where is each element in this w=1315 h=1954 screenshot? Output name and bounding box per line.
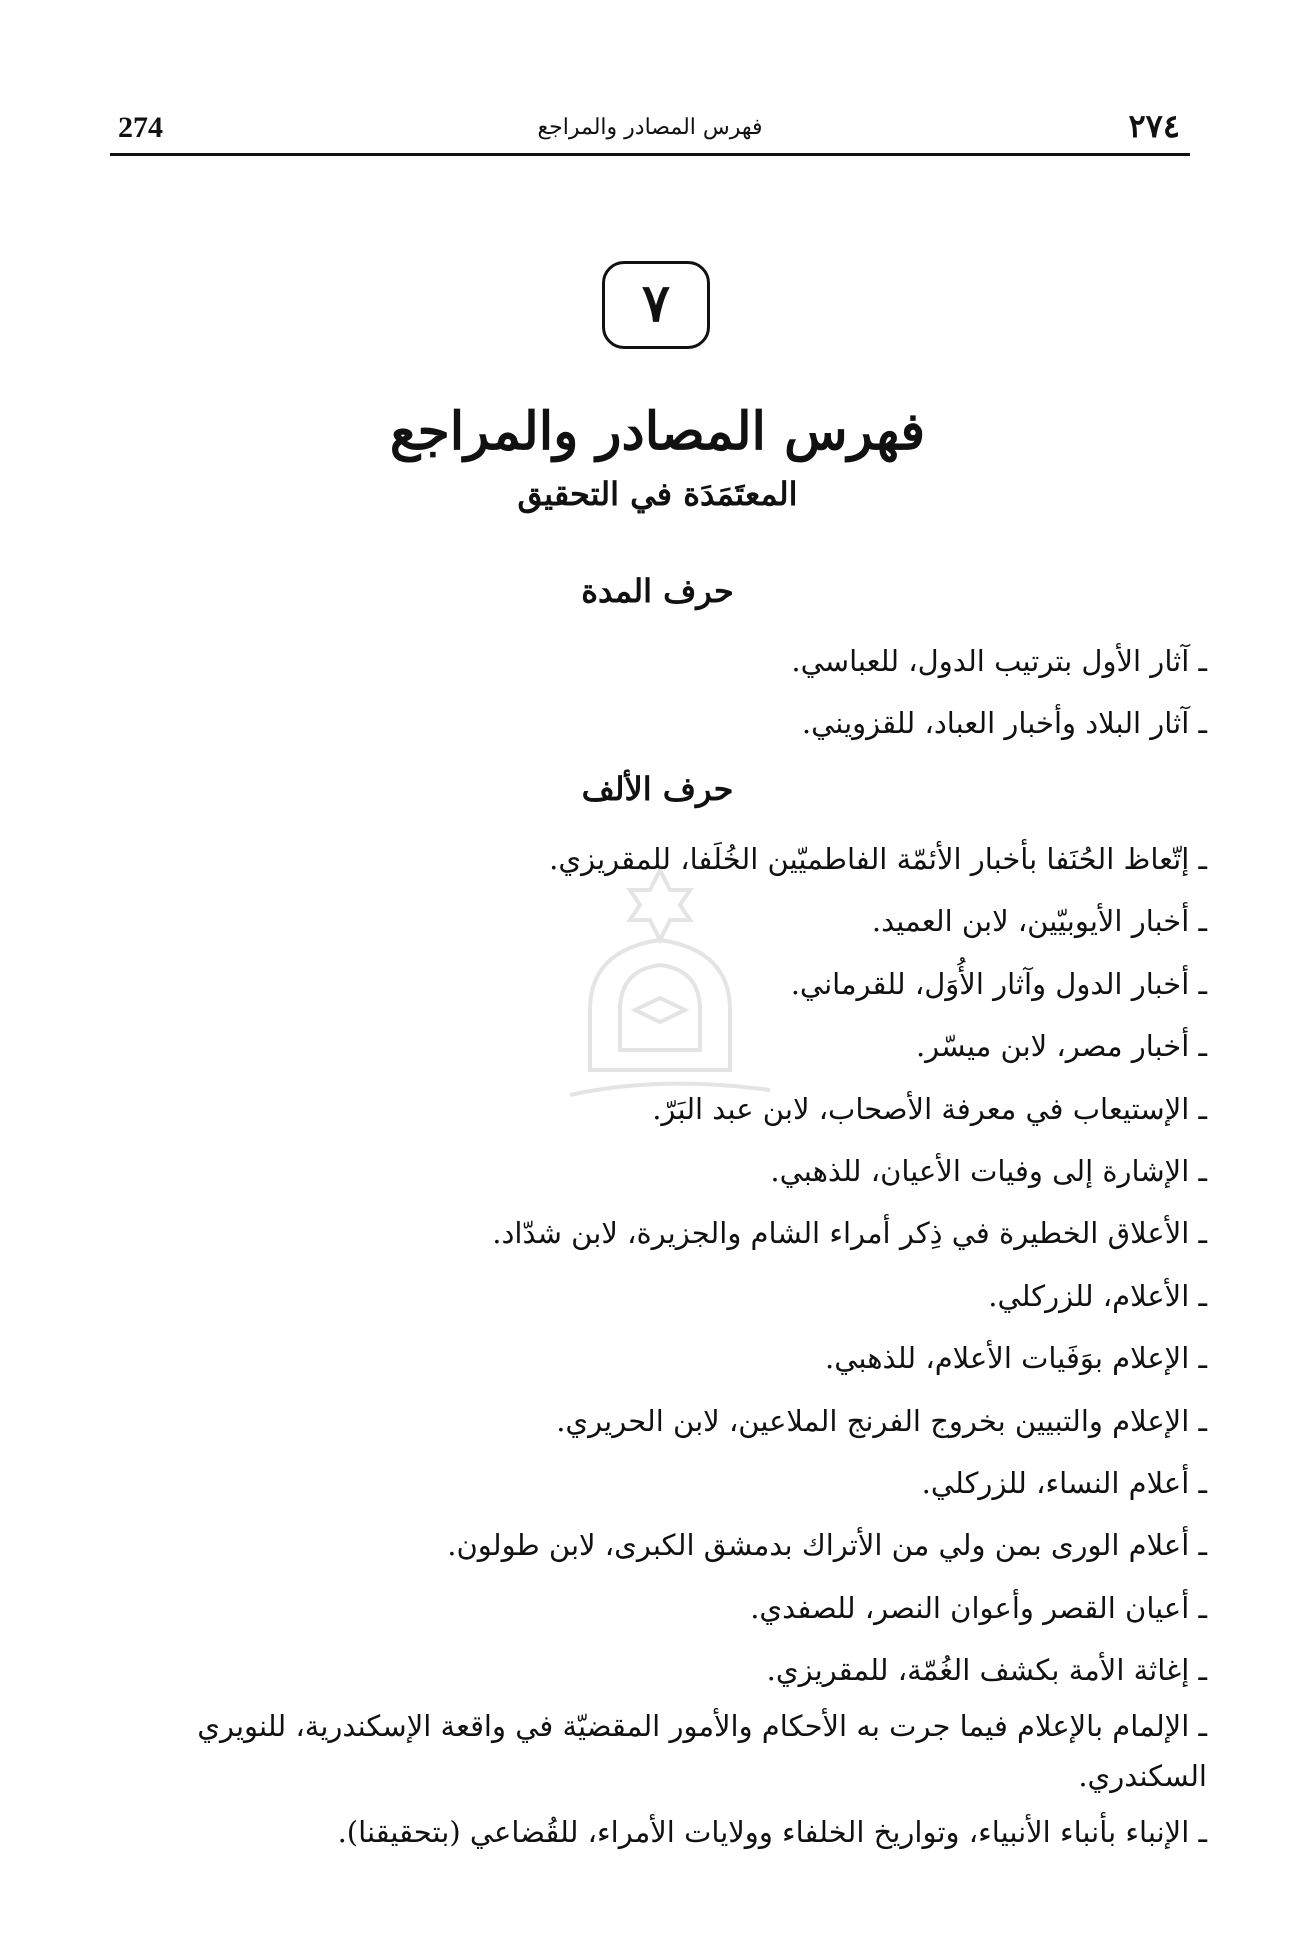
list-item: ـ أخبار الأيوبيّين، لابن العميد.: [871, 904, 1207, 939]
list-item: ـ أعلام النساء، للزركلي.: [921, 1465, 1207, 1500]
list-item: ـ آثار الأول بترتيب الدول، للعباسي.: [791, 644, 1207, 678]
page-number-arabic: ٢٧٤: [1128, 107, 1180, 145]
entry-list-madda: [127, 630, 1207, 755]
list-item: ـ الإستيعاب في معرفة الأصحاب، لابن عبد البَرّ.: [652, 1091, 1207, 1126]
page-header: [110, 105, 1190, 155]
list-item: ـ أخبار الدول وآثار الأُوَل، للقرماني.: [790, 966, 1207, 1001]
section-heading-alif: حرف الألف: [581, 770, 734, 808]
list-item: ـ الإشارة إلى وفيات الأعيان، للذهبي.: [770, 1153, 1207, 1188]
list-item: ـ الإنباء بأنباء الأنبياء، وتواريخ الخلفاء وولايات الأمراء، للقُضاعي (بتحقيقنا).: [337, 1815, 1207, 1850]
list-item: ـ أعيان القصر وأعوان النصر، للصفدي.: [750, 1590, 1207, 1625]
chapter-number-box: [602, 261, 710, 349]
header-divider: [110, 153, 1190, 156]
library-emblem-icon: [530, 860, 790, 1110]
list-item: ـ الأعلام، للزركلي.: [988, 1278, 1207, 1313]
list-item: ـ أخبار مصر، لابن ميسّر.: [915, 1029, 1207, 1064]
list-item: ـ الإعلام بوَفَيات الأعلام، للذهبي.: [825, 1341, 1207, 1376]
running-title: فهرس المصادر والمراجع: [537, 115, 763, 140]
list-item: ـ أعلام الورى بمن ولي من الأتراك بدمشق الكبرى، لابن طولون.: [447, 1528, 1207, 1563]
page-number-latin: 274: [118, 111, 163, 144]
chapter-number: ٧: [642, 273, 670, 334]
list-item: ـ آثار البلاد وأخبار العباد، للقزويني.: [801, 706, 1207, 741]
chapter-subtitle: المعتَمَدَة في التحقيق: [517, 475, 798, 513]
list-item: ـ إغاثة الأمة بكشف الغُمّة، للمقريزي.: [766, 1653, 1207, 1688]
list-item: ـ الإلمام بالإعلام فيما جرت به الأحكام والأمور المقضيّة في واقعة الإسكندرية، للنويري السكندري.: [197, 1709, 1207, 1794]
list-item: ـ الإعلام والتبيين بخروج الفرنج الملاعين، لابن الحريري.: [556, 1403, 1207, 1438]
chapter-title: فهرس المصادر والمراجع: [389, 401, 926, 462]
list-item: ـ الأعلاق الخطيرة في ذِكر أمراء الشام والجزيرة، لابن شدّاد.: [492, 1216, 1207, 1251]
section-heading-madda: حرف المدة: [581, 572, 734, 610]
list-item: ـ إتّعاظ الحُنَفا بأخبار الأئمّة الفاطميّين الخُلَفا، للمقريزي.: [549, 842, 1207, 876]
